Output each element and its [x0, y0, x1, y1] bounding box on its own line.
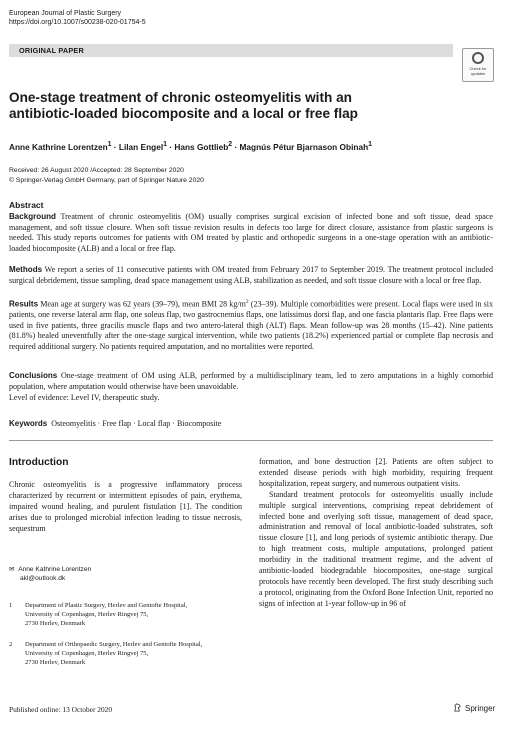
check-for-updates-badge[interactable] [462, 48, 494, 82]
abstract-methods [9, 265, 493, 286]
check-updates-icon [472, 52, 484, 64]
article-type: ORIGINAL PAPER [19, 46, 84, 55]
affiliation-number: 1 [9, 602, 13, 609]
divider [9, 440, 493, 441]
affiliation-line: Department of Orthopaedic Surgery, Herlev and Gentofte Hospital, [25, 641, 203, 648]
affiliation [9, 641, 242, 667]
author-affil: 1 [163, 141, 167, 148]
abstract-conclusions [9, 371, 493, 392]
affiliation-line: 2730 Herlev, Denmark [25, 619, 86, 627]
article-type-band [9, 44, 453, 57]
publisher-name: Springer [465, 704, 496, 713]
introduction-col2 [259, 457, 493, 610]
author-name[interactable]: Hans Gottlieb [174, 141, 229, 152]
affiliation-line: University of Copenhagen, Herlev Ringvej 75, [25, 649, 149, 657]
journal-name: European Journal of Plastic Surgery [9, 10, 122, 17]
author-email[interactable]: akl@outlook.dk [20, 574, 66, 582]
received-dates: Received: 26 August 2020 /Accepted: 28 September 2020 [9, 167, 184, 174]
abstract-results [9, 297, 493, 352]
correspondence [9, 566, 91, 584]
author-name[interactable]: Magnús Pétur Bjarnason Obinah [239, 141, 369, 152]
affiliation [9, 602, 242, 628]
keywords [9, 419, 221, 429]
affiliation-line: University of Copenhagen, Herlev Ringvej 75, [25, 610, 149, 618]
results-label: Results [9, 299, 39, 309]
corresponding-author: Anne Kathrine Lorentzen [18, 566, 92, 573]
intro-paragraph: formation, and bone destruction [2]. Patients are often subject to extended disease periods with high morbidity, requiring frequent hospitalization, repeat surgery, and numerous outpatient visits. [259, 457, 493, 488]
keywords-text: Osteomyelitis · Free flap · Local flap · Biocomposite [51, 419, 222, 428]
abstract-heading: Abstract [9, 200, 44, 210]
badge-line2: updates [470, 71, 486, 76]
publisher-logo [453, 703, 495, 713]
conclusions-text: One-stage treatment of OM using ALB, performed by a multidisciplinary team, led to zero amputations in a highly comorbid population, where amputation would otherwise have been unavoidable. [9, 371, 494, 391]
author-affil: 1 [107, 141, 112, 148]
author-name[interactable]: Anne Kathrine Lorentzen [9, 141, 108, 152]
copyright: © Springer-Verlag GmbH Germany, part of Springer Nature 2020 [9, 177, 204, 184]
author-affil: 1 [368, 141, 372, 148]
author-name[interactable]: Lilan Engel [118, 141, 164, 152]
background-text: Treatment of chronic osteomyelitis (OM) usually comprises surgical excision of infected bone and soft tissue, dead space management, and soft tissue closure. When soft tissue revision results in defects too large for direct closure, assistance from plastic surgeons is needed. This study reports outcomes for patients with OM treated by plastic and orthopedic surgeons in a one-stage operation with an antibiotic-loaded biocomposite (ALB) and a local or free flap. [9, 212, 493, 253]
affiliation-line: Department of Plastic Surgery, Herlev and Gentofte Hospital, [25, 602, 188, 609]
keywords-label: Keywords [9, 419, 48, 428]
badge-line1: Check for [469, 66, 487, 71]
introduction-heading: Introduction [9, 457, 69, 468]
author-list: Anne Kathrine Lorentzen$^1$ · Lilan Engel$^1$ · Hans Gottlieb$^2$ · Magnús Pétur Bjarnason Obinah$^1$ [9, 141, 372, 152]
author-affil: 2 [228, 141, 233, 148]
doi-link[interactable]: https://doi.org/10.1007/s00238-020-01754-5 [9, 19, 146, 26]
introduction-col1: Chronic osteomyelitis is a progressive inflammatory process characterized by recurrent or intermittent episodes of pain, erythema, impaired wound healing, and purulent fistulation [1]. The condition arises due to prolonged microbial infection leading to tissue necrosis, sequestrum [9, 480, 242, 533]
methods-text: We report a series of 11 consecutive patients with OM treated from February 2017 to September 2019. The treatment protocol included surgical debridement, tissue sampling, dead space management using ALB, stabilization as needed, and soft tissue closure with a local or free flap. [9, 265, 493, 285]
methods-label: Methods [9, 265, 43, 274]
mail-icon: ✉ [9, 566, 15, 573]
results-text: Mean age at surgery was 62 years (39–79), mean BMI 28 kg/m [40, 299, 246, 309]
affiliation-line: 2730 Herlev, Denmark [25, 658, 86, 666]
published-online: Published online: 13 October 2020 [9, 705, 113, 714]
background-label: Background [9, 212, 56, 221]
affiliation-number: 2 [9, 641, 13, 648]
results-superscript: 2 [245, 299, 249, 305]
article-title: One-stage treatment of chronic osteomyelitis with an antibiotic-loaded biocomposite and a local or free flap [9, 90, 358, 121]
results-text-cont: (23–39). Multiple comorbidities were present. Local flaps were used in six patients, one reverse lateral arm flap, one soleus flap, two gastrocnemius flaps, one latissimus dorsi flap, and one fascia plantaris flap. Free flaps were used in five patients, three gracilis muscle flaps and two antero-lateral thigh (ALT) flaps. Mean follow-up was 28 months (15–42). Nine patients (81.8%) healed uneventfully after the one-stage surgical intervention, while two patients (18.2%) experienced partial or complete flap necrosis and required additional surgery. No patients required amputation, and no mortalities were reported. [9, 299, 493, 351]
abstract-background [9, 212, 493, 254]
springer-horse-icon [453, 703, 462, 712]
level-of-evidence: Level of evidence: Level IV, therapeutic study. [9, 393, 160, 402]
intro-paragraph: Standard treatment protocols for osteomyelitis usually include multiple surgical interventions, comprising repeat debridement of infected bone and overlying soft tissue, management of dead space, administration and removal of local antibiotic-loaded substrates, soft tissue closure [1], and long periods of systemic antibiotic therapy. Due to high treatment costs, multiple amputations, prolonged patient morbidity in the traditional treatment regime, and the advent of antibiotic-loaded biodegradable biocomposites, one-stage surgical protocols have recently been developed. The first study describing such a protocol, originating from the Oxford Bone Infection Unit, reported no signs of infection at 1-year follow-up in 96 of [259, 489, 493, 608]
conclusions-label: Conclusions [9, 371, 58, 380]
